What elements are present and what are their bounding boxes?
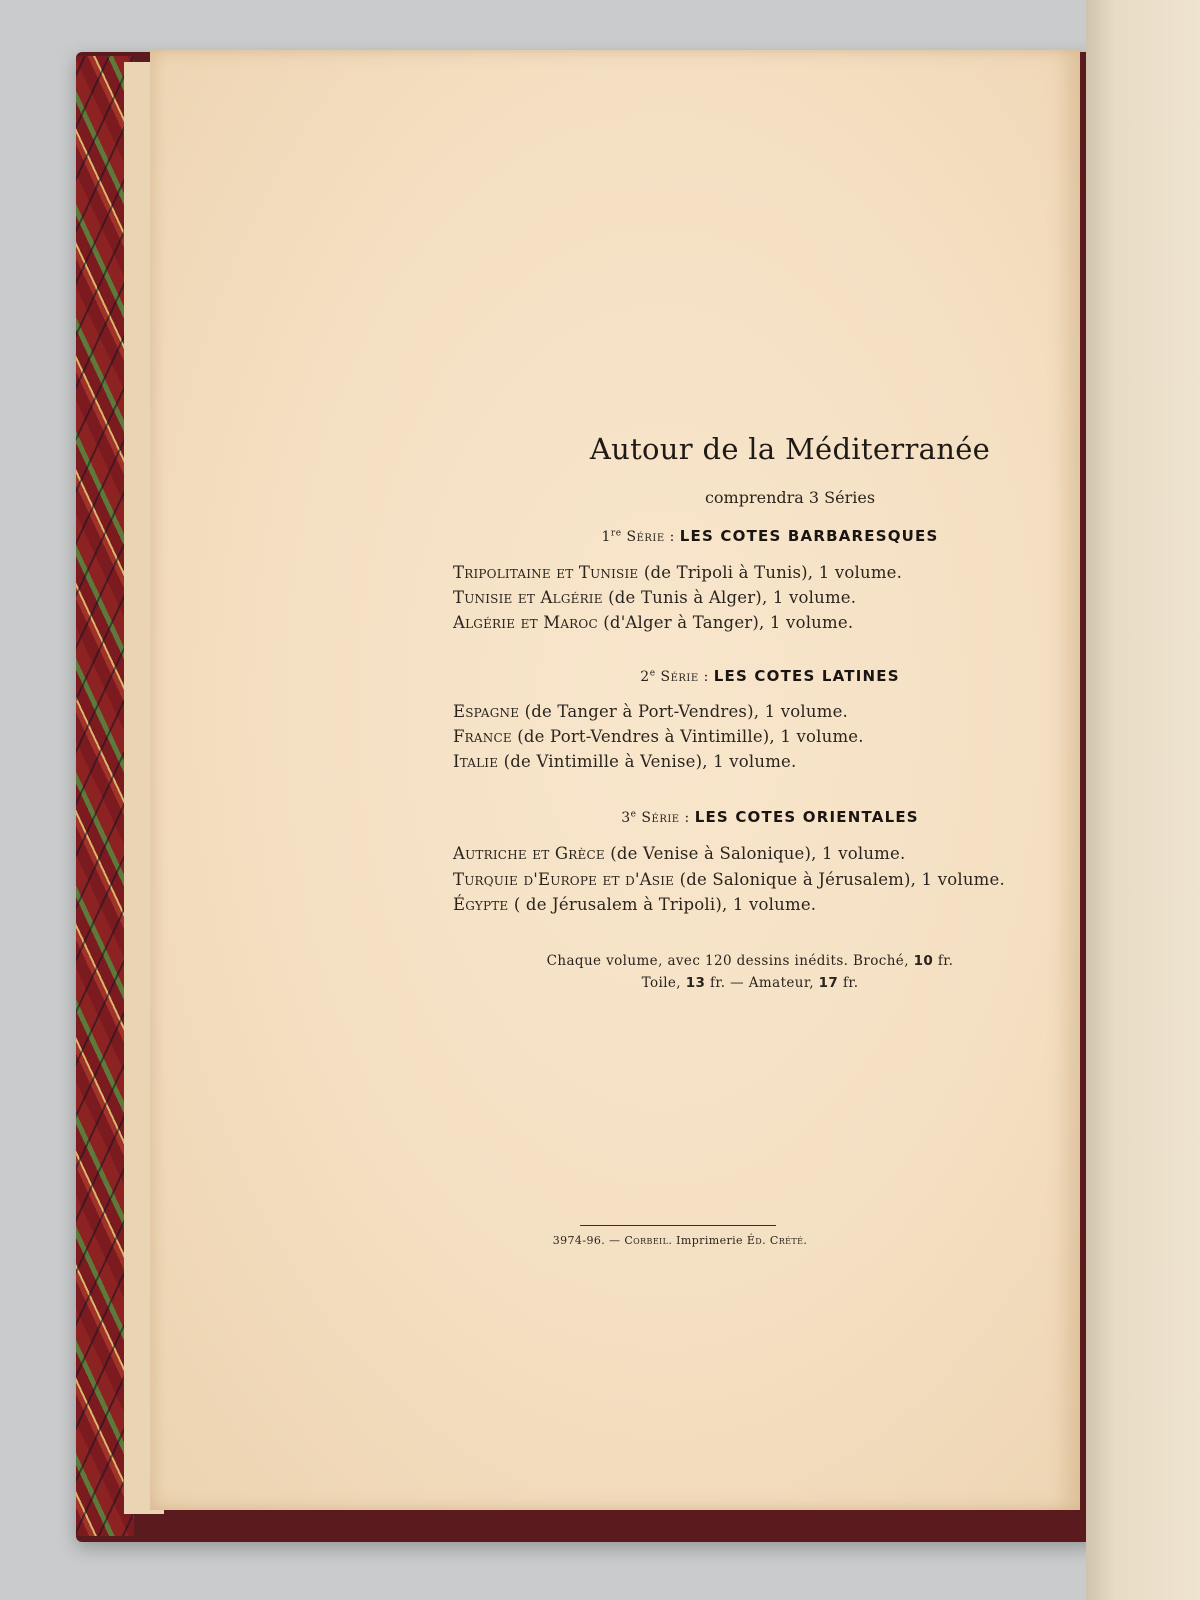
page-title: Autour de la Méditerranée — [589, 432, 991, 466]
volume-count: 1 volume. — [772, 588, 857, 607]
page-subtitle: comprendra 3 Séries — [704, 488, 876, 507]
volume-region: Espagne — [453, 702, 520, 721]
series-ordinal: e — [649, 668, 656, 679]
volume-line — [453, 752, 1093, 771]
volume-count: 1 volume. — [780, 727, 864, 746]
price-value: 13 — [685, 975, 706, 991]
series-number: 2 — [640, 669, 650, 685]
volume-route: (de Tripoli à Tunis), — [643, 563, 814, 582]
volume-count: 1 volume. — [822, 844, 906, 863]
volume-line — [453, 727, 1093, 746]
volume-region: Turquie d'Europe et d'Asie — [453, 870, 675, 889]
series-separator: : — [669, 529, 675, 545]
price-unit: fr. — [842, 975, 859, 991]
volume-region: Autriche et Grèce — [453, 844, 605, 863]
price-value: 17 — [818, 975, 839, 991]
volume-route: ( de Jérusalem à Tripoli), — [513, 895, 728, 914]
imprint-rule — [580, 1225, 776, 1226]
imprint-city: Corbeil. — [624, 1234, 673, 1247]
volume-count: 1 volume. — [764, 702, 848, 721]
volume-region: Algérie et Maroc — [453, 613, 598, 632]
volume-count: 1 volume. — [769, 613, 854, 632]
volume-region: Tripolitaine et Tunisie — [453, 563, 639, 582]
volume-route: (d'Alger à Tanger), — [603, 613, 765, 632]
series-label: Série — [641, 810, 680, 826]
series-number: 1 — [601, 529, 611, 545]
volume-line — [453, 563, 1093, 582]
volume-route: (de Salonique à Jérusalem), — [679, 870, 917, 889]
series-separator: : — [684, 810, 690, 826]
series-label: Série — [660, 669, 699, 685]
series-ordinal: re — [610, 528, 622, 539]
volume-line — [453, 870, 1093, 889]
series-name: LES COTES LATINES — [713, 667, 900, 685]
volume-region: France — [453, 727, 512, 746]
volume-line — [453, 702, 1093, 721]
price-unit: fr. — [937, 953, 954, 969]
series-label: Série — [626, 529, 665, 545]
volume-count: 1 volume. — [921, 870, 1005, 889]
series-heading-1 — [450, 527, 1090, 545]
volume-line — [453, 895, 1093, 914]
imprint — [490, 1234, 870, 1247]
volume-count: 1 volume. — [732, 895, 817, 914]
volume-route: (de Venise à Salonique), — [610, 844, 817, 863]
volume-line — [453, 844, 1093, 863]
price-line-1 — [460, 953, 1040, 969]
series-heading-2 — [450, 667, 1090, 685]
volume-region: Italie — [453, 752, 499, 771]
imprint-printer-name: Éd. Crété. — [746, 1234, 808, 1247]
price-label: Amateur, — [748, 975, 814, 991]
series-name: LES COTES BARBARESQUES — [679, 527, 939, 545]
volume-route: (de Vintimille à Venise), — [503, 752, 708, 771]
price-text: Chaque volume, avec 120 dessins inédits. Broché, — [546, 953, 909, 969]
volume-count: 1 volume. — [818, 563, 903, 582]
imprint-code: 3974-96. — — [552, 1234, 621, 1247]
series-separator: : — [703, 669, 709, 685]
series-heading-3 — [450, 808, 1090, 826]
volume-region: Égypte — [453, 895, 509, 914]
facing-page — [1086, 0, 1200, 1600]
price-line-2 — [460, 975, 1040, 991]
series-name: LES COTES ORIENTALES — [694, 808, 919, 826]
imprint-printer-label: Imprimerie — [676, 1234, 743, 1247]
volume-line — [453, 613, 1093, 632]
series-number: 3 — [621, 810, 631, 826]
volume-route: (de Port-Vendres à Vintimille), — [517, 727, 775, 746]
volume-region: Tunisie et Algérie — [453, 588, 603, 607]
volume-route: (de Tunis à Alger), — [608, 588, 768, 607]
price-unit: fr. — — [710, 975, 745, 991]
volume-line — [453, 588, 1093, 607]
book-page — [150, 50, 1080, 1510]
volume-route: (de Tanger à Port-Vendres), — [524, 702, 760, 721]
volume-count: 1 volume. — [713, 752, 797, 771]
price-label: Toile, — [641, 975, 681, 991]
series-ordinal: e — [630, 809, 637, 820]
price-value: 10 — [913, 953, 934, 969]
